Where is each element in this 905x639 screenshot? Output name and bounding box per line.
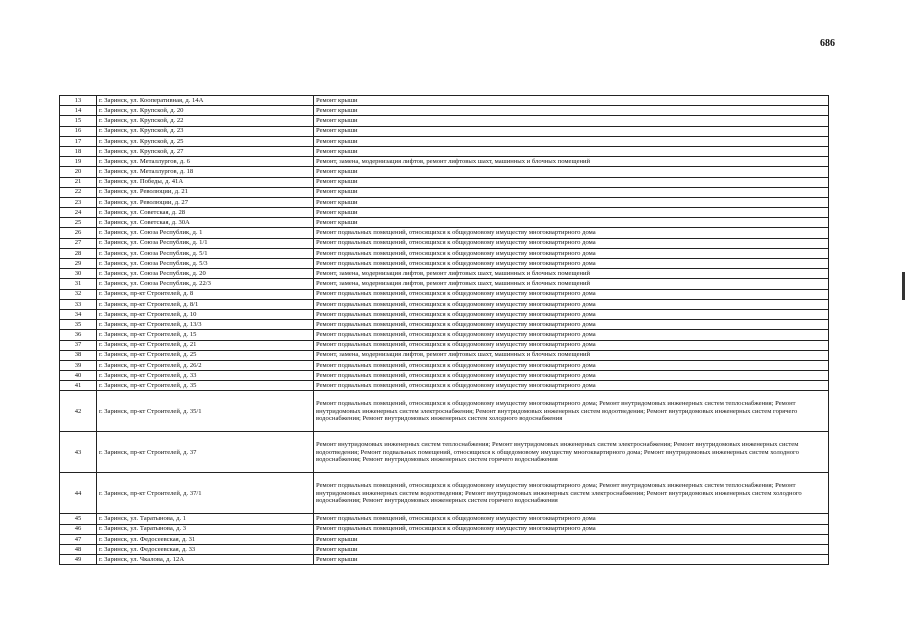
- table-row: [60, 330, 829, 340]
- row-address: г. Заринск, ул. Кооперативная, д. 14А: [97, 96, 314, 106]
- row-address: г. Заринск, пр-кт Строителей, д. 8: [97, 289, 314, 299]
- row-number: 26: [60, 228, 97, 238]
- row-number: 32: [60, 289, 97, 299]
- row-number: 27: [60, 238, 97, 248]
- row-work-type: Ремонт подвальных помещений, относящихся к общедомовому имуществу многоквартирного дома: [314, 371, 829, 381]
- table-row: [60, 524, 829, 534]
- row-work-type: Ремонт подвальных помещений, относящихся к общедомовому имуществу многоквартирного дома: [314, 238, 829, 248]
- row-number: 47: [60, 534, 97, 544]
- row-number: 23: [60, 197, 97, 207]
- row-number: 37: [60, 340, 97, 350]
- table-row: [60, 555, 829, 565]
- table-row: [60, 228, 829, 238]
- row-address: г. Заринск, ул. Таратынова, д. 1: [97, 514, 314, 524]
- row-number: 16: [60, 126, 97, 136]
- row-work-type: Ремонт подвальных помещений, относящихся к общедомовому имуществу многоквартирного дома: [314, 524, 829, 534]
- row-work-type: Ремонт подвальных помещений, относящихся к общедомовому имуществу многоквартирного дома: [314, 514, 829, 524]
- row-number: 20: [60, 167, 97, 177]
- row-number: 29: [60, 259, 97, 269]
- row-number: 49: [60, 555, 97, 565]
- row-work-type: Ремонт подвальных помещений, относящихся к общедомовому имуществу многоквартирного дома; Ремонт внутридомовых инженерных систем теплоснабжения; Ремонт внутридомовых инженерных систем водоотведения; Ремонт внутридомовых инженерных систем электроснабжения; Ремонт внутридомовых инженерных систем холодного водоснабжения; Ремонт внутридомовых инженерных систем горячего водоснабжения: [314, 473, 829, 514]
- row-work-type: Ремонт подвальных помещений, относящихся к общедомовому имуществу многоквартирного дома: [314, 299, 829, 309]
- table-row: [60, 177, 829, 187]
- row-number: 17: [60, 136, 97, 146]
- row-work-type: Ремонт подвальных помещений, относящихся к общедомовому имуществу многоквартирного дома; Ремонт внутридомовых инженерных систем теплоснабжения; Ремонт внутридомовых инженерных систем электроснабжения; Ремонт внутридомовых инженерных систем водоотведения; Ремонт внутридомовых инженерных систем горячего водоснабжения; Ремонт внутридомовых инженерных систем холодного водоснабжения: [314, 391, 829, 432]
- row-work-type: Ремонт подвальных помещений, относящихся к общедомовому имуществу многоквартирного дома: [314, 340, 829, 350]
- row-address: г. Заринск, ул. Крупской, д. 25: [97, 136, 314, 146]
- table-row: [60, 106, 829, 116]
- row-address: г. Заринск, ул. Чкалова, д. 12А: [97, 555, 314, 565]
- table-row: [60, 514, 829, 524]
- row-work-type: Ремонт подвальных помещений, относящихся к общедомовому имуществу многоквартирного дома: [314, 289, 829, 299]
- row-work-type: Ремонт подвальных помещений, относящихся к общедомовому имуществу многоквартирного дома: [314, 320, 829, 330]
- row-work-type: Ремонт, замена, модернизация лифтов, ремонт лифтовых шахт, машинных и блочных помещений: [314, 279, 829, 289]
- table-row: [60, 320, 829, 330]
- row-work-type: Ремонт подвальных помещений, относящихся к общедомовому имуществу многоквартирного дома: [314, 360, 829, 370]
- row-address: г. Заринск, ул. Союза Республик, д. 20: [97, 269, 314, 279]
- table-row: [60, 299, 829, 309]
- row-number: 33: [60, 299, 97, 309]
- row-work-type: Ремонт подвальных помещений, относящихся к общедомовому имуществу многоквартирного дома: [314, 248, 829, 258]
- row-number: 28: [60, 248, 97, 258]
- row-number: 14: [60, 106, 97, 116]
- row-work-type: Ремонт крыши: [314, 167, 829, 177]
- row-number: 38: [60, 350, 97, 360]
- row-address: г. Заринск, ул. Революции, д. 27: [97, 197, 314, 207]
- row-work-type: Ремонт крыши: [314, 126, 829, 136]
- row-work-type: Ремонт подвальных помещений, относящихся к общедомовому имуществу многоквартирного дома: [314, 259, 829, 269]
- table-row: [60, 126, 829, 136]
- table-row: [60, 187, 829, 197]
- row-number: 35: [60, 320, 97, 330]
- row-number: 45: [60, 514, 97, 524]
- table-row: [60, 136, 829, 146]
- table-row: [60, 350, 829, 360]
- row-address: г. Заринск, ул. Союза Республик, д. 22/3: [97, 279, 314, 289]
- row-address: г. Заринск, пр-кт Строителей, д. 13/3: [97, 320, 314, 330]
- row-number: 13: [60, 96, 97, 106]
- row-work-type: Ремонт крыши: [314, 534, 829, 544]
- table-row: [60, 545, 829, 555]
- row-address: г. Заринск, пр-кт Строителей, д. 21: [97, 340, 314, 350]
- row-work-type: Ремонт крыши: [314, 545, 829, 555]
- row-address: г. Заринск, ул. Крупской, д. 23: [97, 126, 314, 136]
- row-number: 40: [60, 371, 97, 381]
- row-work-type: Ремонт подвальных помещений, относящихся к общедомовому имуществу многоквартирного дома: [314, 228, 829, 238]
- row-work-type: Ремонт подвальных помещений, относящихся к общедомовому имуществу многоквартирного дома: [314, 381, 829, 391]
- row-work-type: Ремонт, замена, модернизация лифтов, ремонт лифтовых шахт, машинных и блочных помещений: [314, 269, 829, 279]
- row-address: г. Заринск, пр-кт Строителей, д. 8/1: [97, 299, 314, 309]
- row-address: г. Заринск, пр-кт Строителей, д. 10: [97, 309, 314, 319]
- row-work-type: Ремонт подвальных помещений, относящихся к общедомовому имуществу многоквартирного дома: [314, 309, 829, 319]
- row-number: 24: [60, 208, 97, 218]
- row-work-type: Ремонт крыши: [314, 136, 829, 146]
- row-work-type: Ремонт крыши: [314, 177, 829, 187]
- row-number: 48: [60, 545, 97, 555]
- row-address: г. Заринск, ул. Союза Республик, д. 1: [97, 228, 314, 238]
- table-row: [60, 238, 829, 248]
- row-address: г. Заринск, пр-кт Строителей, д. 35/1: [97, 391, 314, 432]
- row-work-type: Ремонт крыши: [314, 197, 829, 207]
- table-row: [60, 473, 829, 514]
- row-address: г. Заринск, ул. Советская, д. 30А: [97, 218, 314, 228]
- table-row: [60, 269, 829, 279]
- row-work-type: Ремонт крыши: [314, 146, 829, 156]
- row-address: г. Заринск, ул. Советская, д. 28: [97, 208, 314, 218]
- table-row: [60, 197, 829, 207]
- row-work-type: Ремонт крыши: [314, 106, 829, 116]
- table-row: [60, 167, 829, 177]
- table-row: [60, 432, 829, 473]
- table-row: [60, 360, 829, 370]
- row-work-type: Ремонт крыши: [314, 96, 829, 106]
- table-row: [60, 96, 829, 106]
- row-address: г. Заринск, пр-кт Строителей, д. 33: [97, 371, 314, 381]
- row-number: 15: [60, 116, 97, 126]
- row-address: г. Заринск, ул. Союза Республик, д. 5/3: [97, 259, 314, 269]
- table-row: [60, 157, 829, 167]
- table-row: [60, 208, 829, 218]
- row-number: 46: [60, 524, 97, 534]
- table-body: [60, 96, 829, 565]
- row-address: г. Заринск, ул. Металлургов, д. 6: [97, 157, 314, 167]
- row-number: 30: [60, 269, 97, 279]
- row-address: г. Заринск, пр-кт Строителей, д. 37/1: [97, 473, 314, 514]
- row-number: 25: [60, 218, 97, 228]
- row-address: г. Заринск, пр-кт Строителей, д. 26/2: [97, 360, 314, 370]
- row-number: 22: [60, 187, 97, 197]
- row-work-type: Ремонт крыши: [314, 187, 829, 197]
- row-number: 42: [60, 391, 97, 432]
- row-work-type: Ремонт крыши: [314, 218, 829, 228]
- row-number: 41: [60, 381, 97, 391]
- table-row: [60, 309, 829, 319]
- row-address: г. Заринск, пр-кт Строителей, д. 15: [97, 330, 314, 340]
- table-row: [60, 218, 829, 228]
- row-number: 18: [60, 146, 97, 156]
- row-number: 19: [60, 157, 97, 167]
- table-row: [60, 289, 829, 299]
- table-row: [60, 146, 829, 156]
- row-number: 34: [60, 309, 97, 319]
- row-address: г. Заринск, пр-кт Строителей, д. 25: [97, 350, 314, 360]
- page-number: 686: [820, 38, 835, 49]
- row-work-type: Ремонт крыши: [314, 555, 829, 565]
- row-number: 36: [60, 330, 97, 340]
- row-address: г. Заринск, ул. Крупской, д. 20: [97, 106, 314, 116]
- row-work-type: Ремонт крыши: [314, 116, 829, 126]
- row-address: г. Заринск, ул. Федосеевская, д. 33: [97, 545, 314, 555]
- row-address: г. Заринск, ул. Металлургов, д. 18: [97, 167, 314, 177]
- table-row: [60, 259, 829, 269]
- table-row: [60, 248, 829, 258]
- row-address: г. Заринск, пр-кт Строителей, д. 35: [97, 381, 314, 391]
- table-row: [60, 371, 829, 381]
- row-work-type: Ремонт внутридомовых инженерных систем теплоснабжения; Ремонт внутридомовых инженерных систем электроснабжения; Ремонт внутридомовых инженерных систем водоотведения; Ремонт подвальных помещений, относящихся к общедомовому имуществу многоквартирного дома; Ремонт внутридомовых инженерных систем холодного водоснабжения; Ремонт внутридомовых инженерных систем горячего водоснабжения: [314, 432, 829, 473]
- row-number: 43: [60, 432, 97, 473]
- row-address: г. Заринск, ул. Союза Республик, д. 5/1: [97, 248, 314, 258]
- table-row: [60, 279, 829, 289]
- row-number: 44: [60, 473, 97, 514]
- table-row: [60, 381, 829, 391]
- row-address: г. Заринск, ул. Крупской, д. 27: [97, 146, 314, 156]
- row-address: г. Заринск, ул. Федосеевская, д. 31: [97, 534, 314, 544]
- row-address: г. Заринск, ул. Таратынова, д. 3: [97, 524, 314, 534]
- row-address: г. Заринск, ул. Революции, д. 21: [97, 187, 314, 197]
- repair-registry-table: [59, 95, 829, 565]
- row-address: г. Заринск, пр-кт Строителей, д. 37: [97, 432, 314, 473]
- row-number: 21: [60, 177, 97, 187]
- table-row: [60, 340, 829, 350]
- row-work-type: Ремонт подвальных помещений, относящихся к общедомовому имуществу многоквартирного дома: [314, 330, 829, 340]
- row-work-type: Ремонт крыши: [314, 208, 829, 218]
- table-row: [60, 534, 829, 544]
- row-work-type: Ремонт, замена, модернизация лифтов, ремонт лифтовых шахт, машинных и блочных помещений: [314, 157, 829, 167]
- table-row: [60, 391, 829, 432]
- row-address: г. Заринск, ул. Союза Республик, д. 1/1: [97, 238, 314, 248]
- row-number: 39: [60, 360, 97, 370]
- table-row: [60, 116, 829, 126]
- row-work-type: Ремонт, замена, модернизация лифтов, ремонт лифтовых шахт, машинных и блочных помещений: [314, 350, 829, 360]
- row-address: г. Заринск, ул. Крупской, д. 22: [97, 116, 314, 126]
- row-address: г. Заринск, ул. Победы, д. 41А: [97, 177, 314, 187]
- row-number: 31: [60, 279, 97, 289]
